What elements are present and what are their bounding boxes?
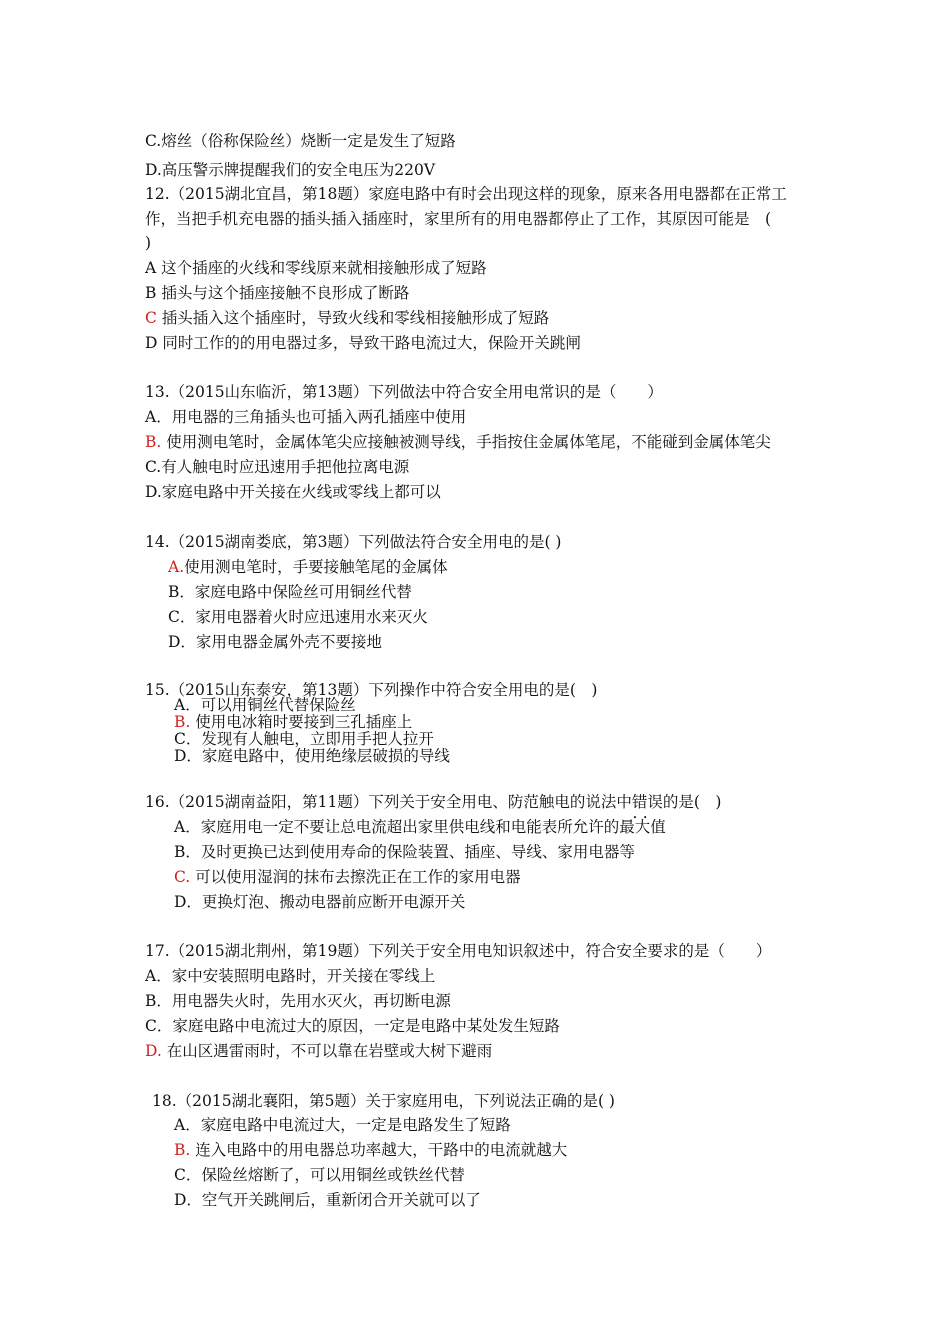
- option-line: D．更换灯泡、搬动电器前应断开电源开关: [174, 893, 466, 911]
- option-line: D 同时工作的的用电器过多，导致干路电流过大，保险开关跳闸: [145, 334, 581, 352]
- question-12-line: ): [145, 234, 152, 252]
- option-line: A．可以用铜丝代替保险丝: [174, 696, 356, 714]
- answer-marker: C.: [174, 868, 191, 886]
- emphasis-dots: 错误 • •: [632, 793, 663, 811]
- question-17-line: 17.（2015湖北荆州，第19题）下列关于安全用电知识叙述中，符合安全要求的是（ ）: [145, 942, 772, 960]
- question-16-line: 16.（2015湖南益阳，第11题）下列关于安全用电、防范触电的说法中错误 • •的是( ): [145, 791, 721, 813]
- question-14-line: 14.（2015湖南娄底，第3题）下列做法符合安全用电的是( ): [145, 533, 562, 551]
- answer-option-line: C 插头插入这个插座时，导致火线和零线相接触形成了短路: [145, 309, 550, 327]
- option-line: D．家庭电路中，使用绝缘层破损的导线: [174, 747, 450, 765]
- answer-option-line: B. 使用电冰箱时要接到三孔插座上: [174, 713, 413, 731]
- question-12-line: 12.（2015湖北宜昌，第18题）家庭电路中有时会出现这样的现象，原来各用电器都在正常工: [145, 185, 787, 203]
- option-line: A．用电器的三角插头也可插入两孔插座中使用: [145, 408, 467, 426]
- option-line: B．家庭电路中保险丝可用铜丝代替: [168, 583, 412, 601]
- option-line: D.家庭电路中开关接在火线或零线上都可以: [145, 483, 441, 501]
- option-line: C．家庭电路中电流过大的原因，一定是电路中某处发生短路: [145, 1017, 560, 1035]
- answer-option-line: D. 在山区遇雷雨时，不可以靠在岩壁或大树下避雨: [145, 1042, 493, 1060]
- answer-option-line: A.使用测电笔时，手要接触笔尾的金属体: [168, 558, 448, 576]
- answer-marker: C: [145, 309, 157, 327]
- question-12-line: 作，当把手机充电器的插头插入插座时，家里所有的用电器都停止了工作，其原因可能是 (: [145, 210, 772, 228]
- question-18-line: 18.（2015湖北襄阳，第5题）关于家庭用电，下列说法正确的是( ): [152, 1092, 615, 1110]
- option-line: A．家庭用电一定不要让总电流超出家里供电线和电能表所允许的最大值: [174, 818, 666, 836]
- answer-option-line: C. 可以使用湿润的抹布去擦洗正在工作的家用电器: [174, 868, 521, 886]
- option-line: D.高压警示牌提醒我们的安全电压为220V: [145, 161, 436, 179]
- answer-marker: B.: [174, 713, 191, 731]
- option-line: C．家用电器着火时应迅速用水来灭火: [168, 608, 428, 626]
- option-line: D．家用电器金属外壳不要接地: [168, 633, 382, 651]
- option-line: B．及时更换已达到使用寿命的保险装置、插座、导线、家用电器等: [174, 843, 635, 861]
- option-line: C．发现有人触电，立即用手把人拉开: [174, 730, 434, 748]
- option-line: D．空气开关跳闸后，重新闭合开关就可以了: [174, 1191, 481, 1209]
- option-line: A 这个插座的火线和零线原来就相接触形成了短路: [145, 259, 487, 277]
- answer-option-line: B. 使用测电笔时，金属体笔尖应接触被测导线，手指按住金属体笔尾，不能碰到金属体笔尖: [145, 433, 771, 451]
- answer-marker: B.: [174, 1141, 191, 1159]
- answer-marker: B.: [145, 433, 162, 451]
- answer-marker: A.: [168, 558, 185, 576]
- option-line: C．保险丝熔断了，可以用铜丝或铁丝代替: [174, 1166, 465, 1184]
- option-line: B．用电器失火时，先用水灭火，再切断电源: [145, 992, 451, 1010]
- answer-option-line: B. 连入电路中的用电器总功率越大，干路中的电流就越大: [174, 1141, 568, 1159]
- option-line: C.有人触电时应迅速用手把他拉离电源: [145, 458, 410, 476]
- question-15-line: 15.（2015山东泰安，第13题）下列操作中符合安全用电的是( ): [145, 681, 598, 699]
- option-line: A．家庭电路中电流过大，一定是电路发生了短路: [174, 1116, 511, 1134]
- answer-marker: D.: [145, 1042, 162, 1060]
- option-line: B 插头与这个插座接触不良形成了断路: [145, 284, 410, 302]
- option-line: C.熔丝（俗称保险丝）烧断一定是发生了短路: [145, 132, 456, 150]
- option-line: A．家中安装照明电路时，开关接在零线上: [145, 967, 436, 985]
- question-13-line: 13.（2015山东临沂，第13题）下列做法中符合安全用电常识的是（ ）: [145, 383, 663, 401]
